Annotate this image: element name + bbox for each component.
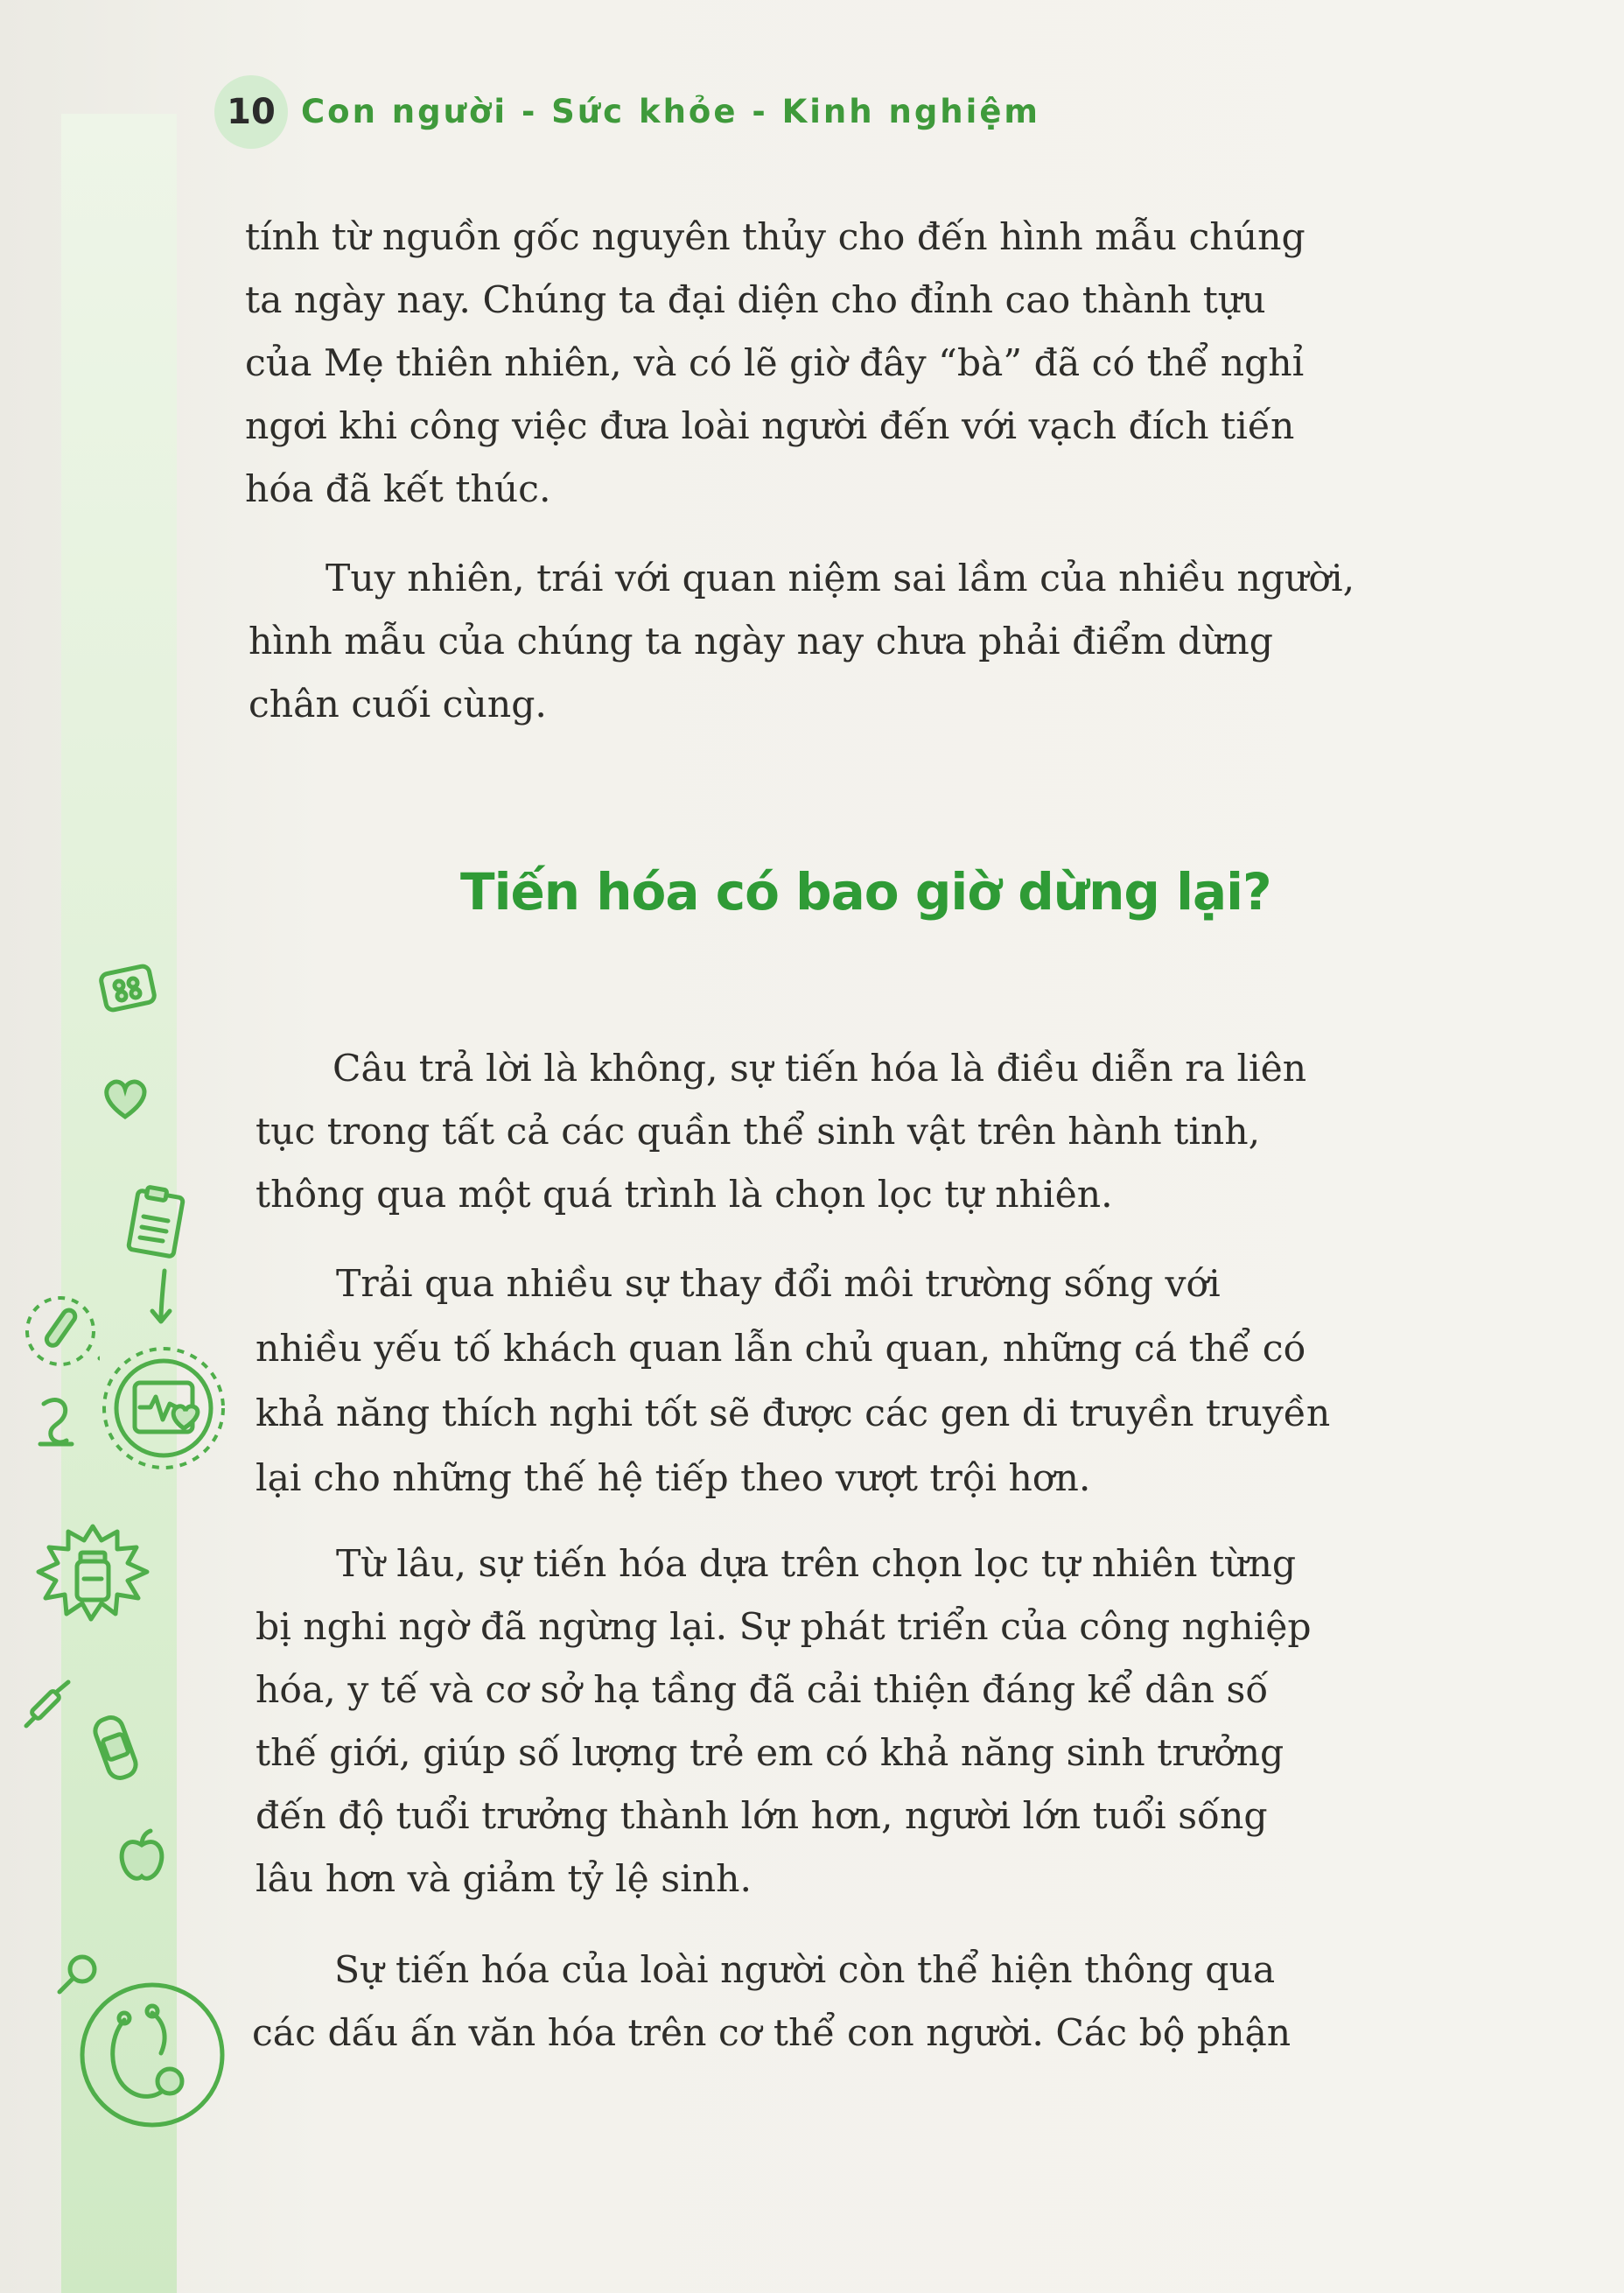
text-line: ta ngày nay. Chúng ta đại diện cho đỉnh cao thành tựu <box>245 279 1266 322</box>
text-line: của Mẹ thiên nhiên, và có lẽ giờ đây “bà” đã có thể nghỉ <box>245 342 1305 385</box>
running-title: Con người - Sức khỏe - Kinh nghiệm <box>301 93 1040 130</box>
bandage-icon <box>86 1712 147 1782</box>
text-line: Tuy nhiên, trái với quan niệm sai lầm của nhiều người, <box>326 557 1355 600</box>
arrow-down-icon <box>147 1267 178 1329</box>
section-heading: Tiến hóa có bao giờ dừng lại? <box>460 862 1271 922</box>
text-line: lại cho những thế hệ tiếp theo vượt trội hơn. <box>256 1457 1091 1500</box>
text-line: chân cuối cùng. <box>248 684 547 726</box>
pill-pack-icon <box>94 959 164 1020</box>
seedling-icon <box>32 1386 84 1456</box>
text-line: thế giới, giúp số lượng trẻ em có khả năng sinh trưởng <box>256 1732 1284 1775</box>
text-line: thông qua một quá trình là chọn lọc tự nhiên. <box>256 1174 1113 1217</box>
stethoscope-icon <box>74 1976 231 2134</box>
text-line: Câu trả lời là không, sự tiến hóa là điều diễn ra liên <box>332 1048 1307 1090</box>
text-line: tục trong tất cả các quần thể sinh vật trên hành tinh, <box>256 1111 1261 1154</box>
text-line: hóa đã kết thúc. <box>245 468 551 511</box>
page-number: 10 <box>227 92 276 132</box>
thermometer-icon <box>21 1292 100 1371</box>
text-line: Trải qua nhiều sự thay đổi môi trường sống với <box>336 1263 1221 1306</box>
clipboard-icon <box>122 1183 191 1262</box>
text-line: ngơi khi công việc đưa loài người đến với vạch đích tiến <box>245 405 1295 448</box>
text-line: lâu hơn và giảm tỷ lệ sinh. <box>256 1858 752 1901</box>
medicine-bottle-icon <box>32 1521 154 1626</box>
syringe-icon <box>21 1679 74 1731</box>
text-line: hóa, y tế và cơ sở hạ tầng đã cải thiện đáng kể dân số <box>256 1669 1269 1712</box>
apple-icon <box>114 1826 170 1887</box>
text-line: nhiều yếu tố khách quan lẫn chủ quan, những cá thể có <box>256 1328 1306 1371</box>
text-line: hình mẫu của chúng ta ngày nay chưa phải điểm dừng <box>248 621 1274 663</box>
text-line: đến độ tuổi trưởng thành lớn hơn, người lớn tuổi sống <box>256 1795 1268 1838</box>
text-line: Từ lâu, sự tiến hóa dựa trên chọn lọc tự nhiên từng <box>336 1543 1297 1586</box>
text-line: khả năng thích nghi tốt sẽ được các gen di truyền truyền <box>256 1392 1331 1435</box>
heart-icon <box>98 1075 152 1122</box>
text-line: Sự tiến hóa của loài người còn thể hiện thông qua <box>334 1949 1276 1992</box>
text-line: bị nghi ngờ đã ngừng lại. Sự phát triển của công nghiệp <box>256 1606 1312 1649</box>
text-line: tính từ nguồn gốc nguyên thủy cho đến hình mẫu chúng <box>245 216 1306 259</box>
heart-monitor-icon <box>98 1343 229 1474</box>
text-line: các dấu ấn văn hóa trên cơ thể con người. Các bộ phận <box>252 2012 1292 2055</box>
